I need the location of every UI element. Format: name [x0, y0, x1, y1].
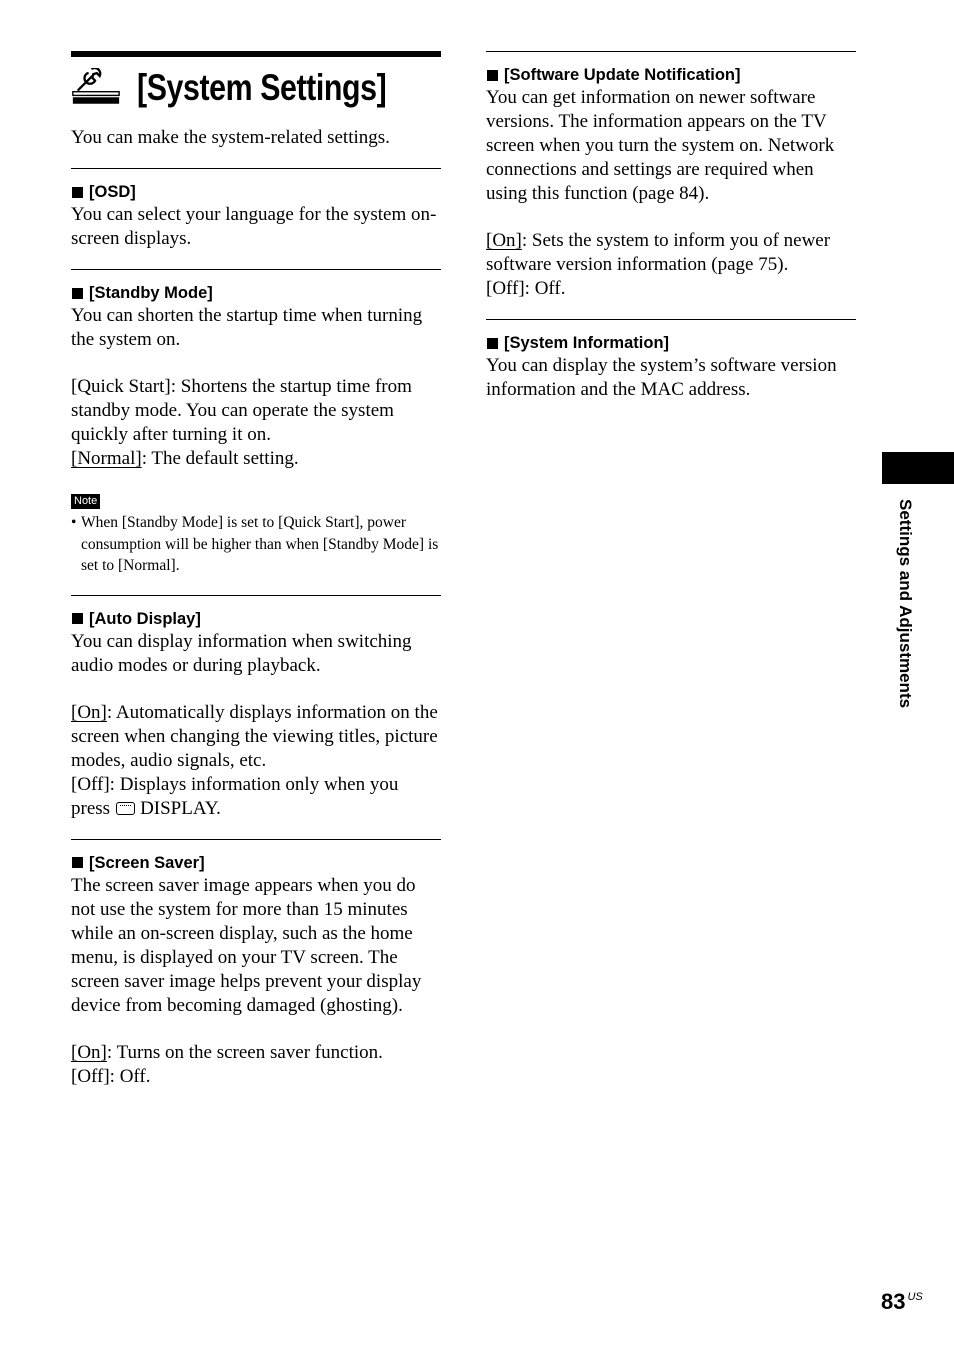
section-body: You can shorten the startup time when turning the system on.: [71, 305, 423, 350]
option-key-default: [Normal]: [71, 448, 142, 469]
page-number: [881, 1282, 923, 1317]
section-heading: [486, 64, 856, 86]
section-heading: [71, 282, 441, 304]
section-auto-display: [71, 595, 441, 821]
page-title: [System Settings]: [136, 67, 387, 108]
square-bullet-icon: [487, 338, 498, 349]
display-button-icon: [116, 802, 135, 815]
square-bullet-icon: [72, 613, 83, 624]
chapter-tab-marker: [882, 452, 954, 484]
section-body: You can select your language for the system on-screen displays.: [71, 204, 437, 249]
option-text: : Automatically displays information on the screen when changing the viewing titles, picture modes, audio signals, etc.: [71, 701, 438, 771]
page-number-suffix: US: [907, 1291, 923, 1303]
note-text: When [Standby Mode] is set to [Quick Start], power consumption will be higher than when [Standby Mode] is set to [Normal].: [81, 514, 439, 574]
option-off: [71, 773, 441, 821]
option-key-default: [On]: [486, 230, 522, 251]
page-number-value: 83: [881, 1289, 906, 1314]
option-on: [71, 701, 441, 773]
option-key: [Quick Start]: [71, 376, 171, 397]
right-column: [486, 51, 856, 402]
option-text-tail: DISPLAY.: [140, 797, 221, 819]
note-item: • When [Standby Mode] is set to [Quick Start], power consumption will be higher than when [Standby Mode] is set to [Normal].: [71, 512, 441, 577]
section-heading: [71, 608, 441, 630]
section-heading-text: [OSD]: [89, 183, 136, 201]
square-bullet-icon: [72, 857, 83, 868]
option-off: [Off]: Off.: [71, 1065, 151, 1087]
option-off: [Off]: Off.: [486, 278, 566, 299]
option-text: : The default setting.: [141, 448, 299, 469]
note-block: [71, 491, 441, 577]
left-column: [71, 51, 441, 1089]
page-title-row: [71, 64, 441, 112]
section-heading-text: [System Information]: [504, 334, 670, 352]
option-key-default: [On]: [71, 1041, 107, 1063]
note-label: Note: [71, 494, 100, 509]
section-heading-text: [Standby Mode]: [89, 284, 213, 302]
title-rule: [71, 51, 441, 57]
section-osd: [71, 168, 441, 251]
square-bullet-icon: [487, 70, 498, 81]
option-quick-start: [71, 375, 441, 447]
section-body: You can display the system’s software version information and the MAC address.: [486, 355, 837, 400]
section-standby-mode: [71, 269, 441, 577]
option-text: : Turns on the screen saver function.: [106, 1041, 383, 1063]
section-heading: [486, 332, 856, 354]
section-body: The screen saver image appears when you do not use the system for more than 15 minutes while an on-screen display, such as the home menu, is displayed on your TV screen. The screen saver image helps prevent your display device from becoming damaged (ghosting).: [71, 874, 422, 1016]
section-system-information: [486, 319, 856, 402]
section-heading: [71, 852, 441, 874]
option-normal: [71, 447, 441, 471]
section-body: You can get information on newer software versions. The information appears on the TV screen when you turn the system on. Network connections and settings are required when using this function (page 84).: [486, 87, 835, 204]
option-text: [Off]: Displays information only when you press: [71, 773, 399, 819]
intro-text: You can make the system-related settings.: [71, 127, 390, 148]
section-heading: [71, 181, 441, 203]
section-heading-text: [Auto Display]: [89, 609, 201, 628]
option-on: [71, 1041, 441, 1065]
wrench-settings-icon: [71, 68, 121, 108]
section-screen-saver: [71, 839, 441, 1089]
chapter-side-label: Settings and Adjustments: [896, 499, 915, 709]
option-key-default: [On]: [71, 701, 107, 723]
section-heading-text: [Screen Saver]: [89, 853, 205, 872]
option-on: [486, 229, 856, 277]
option-text: : Shortens the startup time from standby mode. You can operate the system quickly after turning it on.: [71, 376, 412, 445]
square-bullet-icon: [72, 187, 83, 198]
square-bullet-icon: [72, 288, 83, 299]
section-software-update-notification: [486, 51, 856, 301]
section-body: You can display information when switching audio modes or during playback.: [71, 630, 412, 676]
section-heading-text: [Software Update Notification]: [504, 66, 741, 84]
option-text: : Sets the system to inform you of newer software version information (page 75).: [486, 230, 831, 275]
